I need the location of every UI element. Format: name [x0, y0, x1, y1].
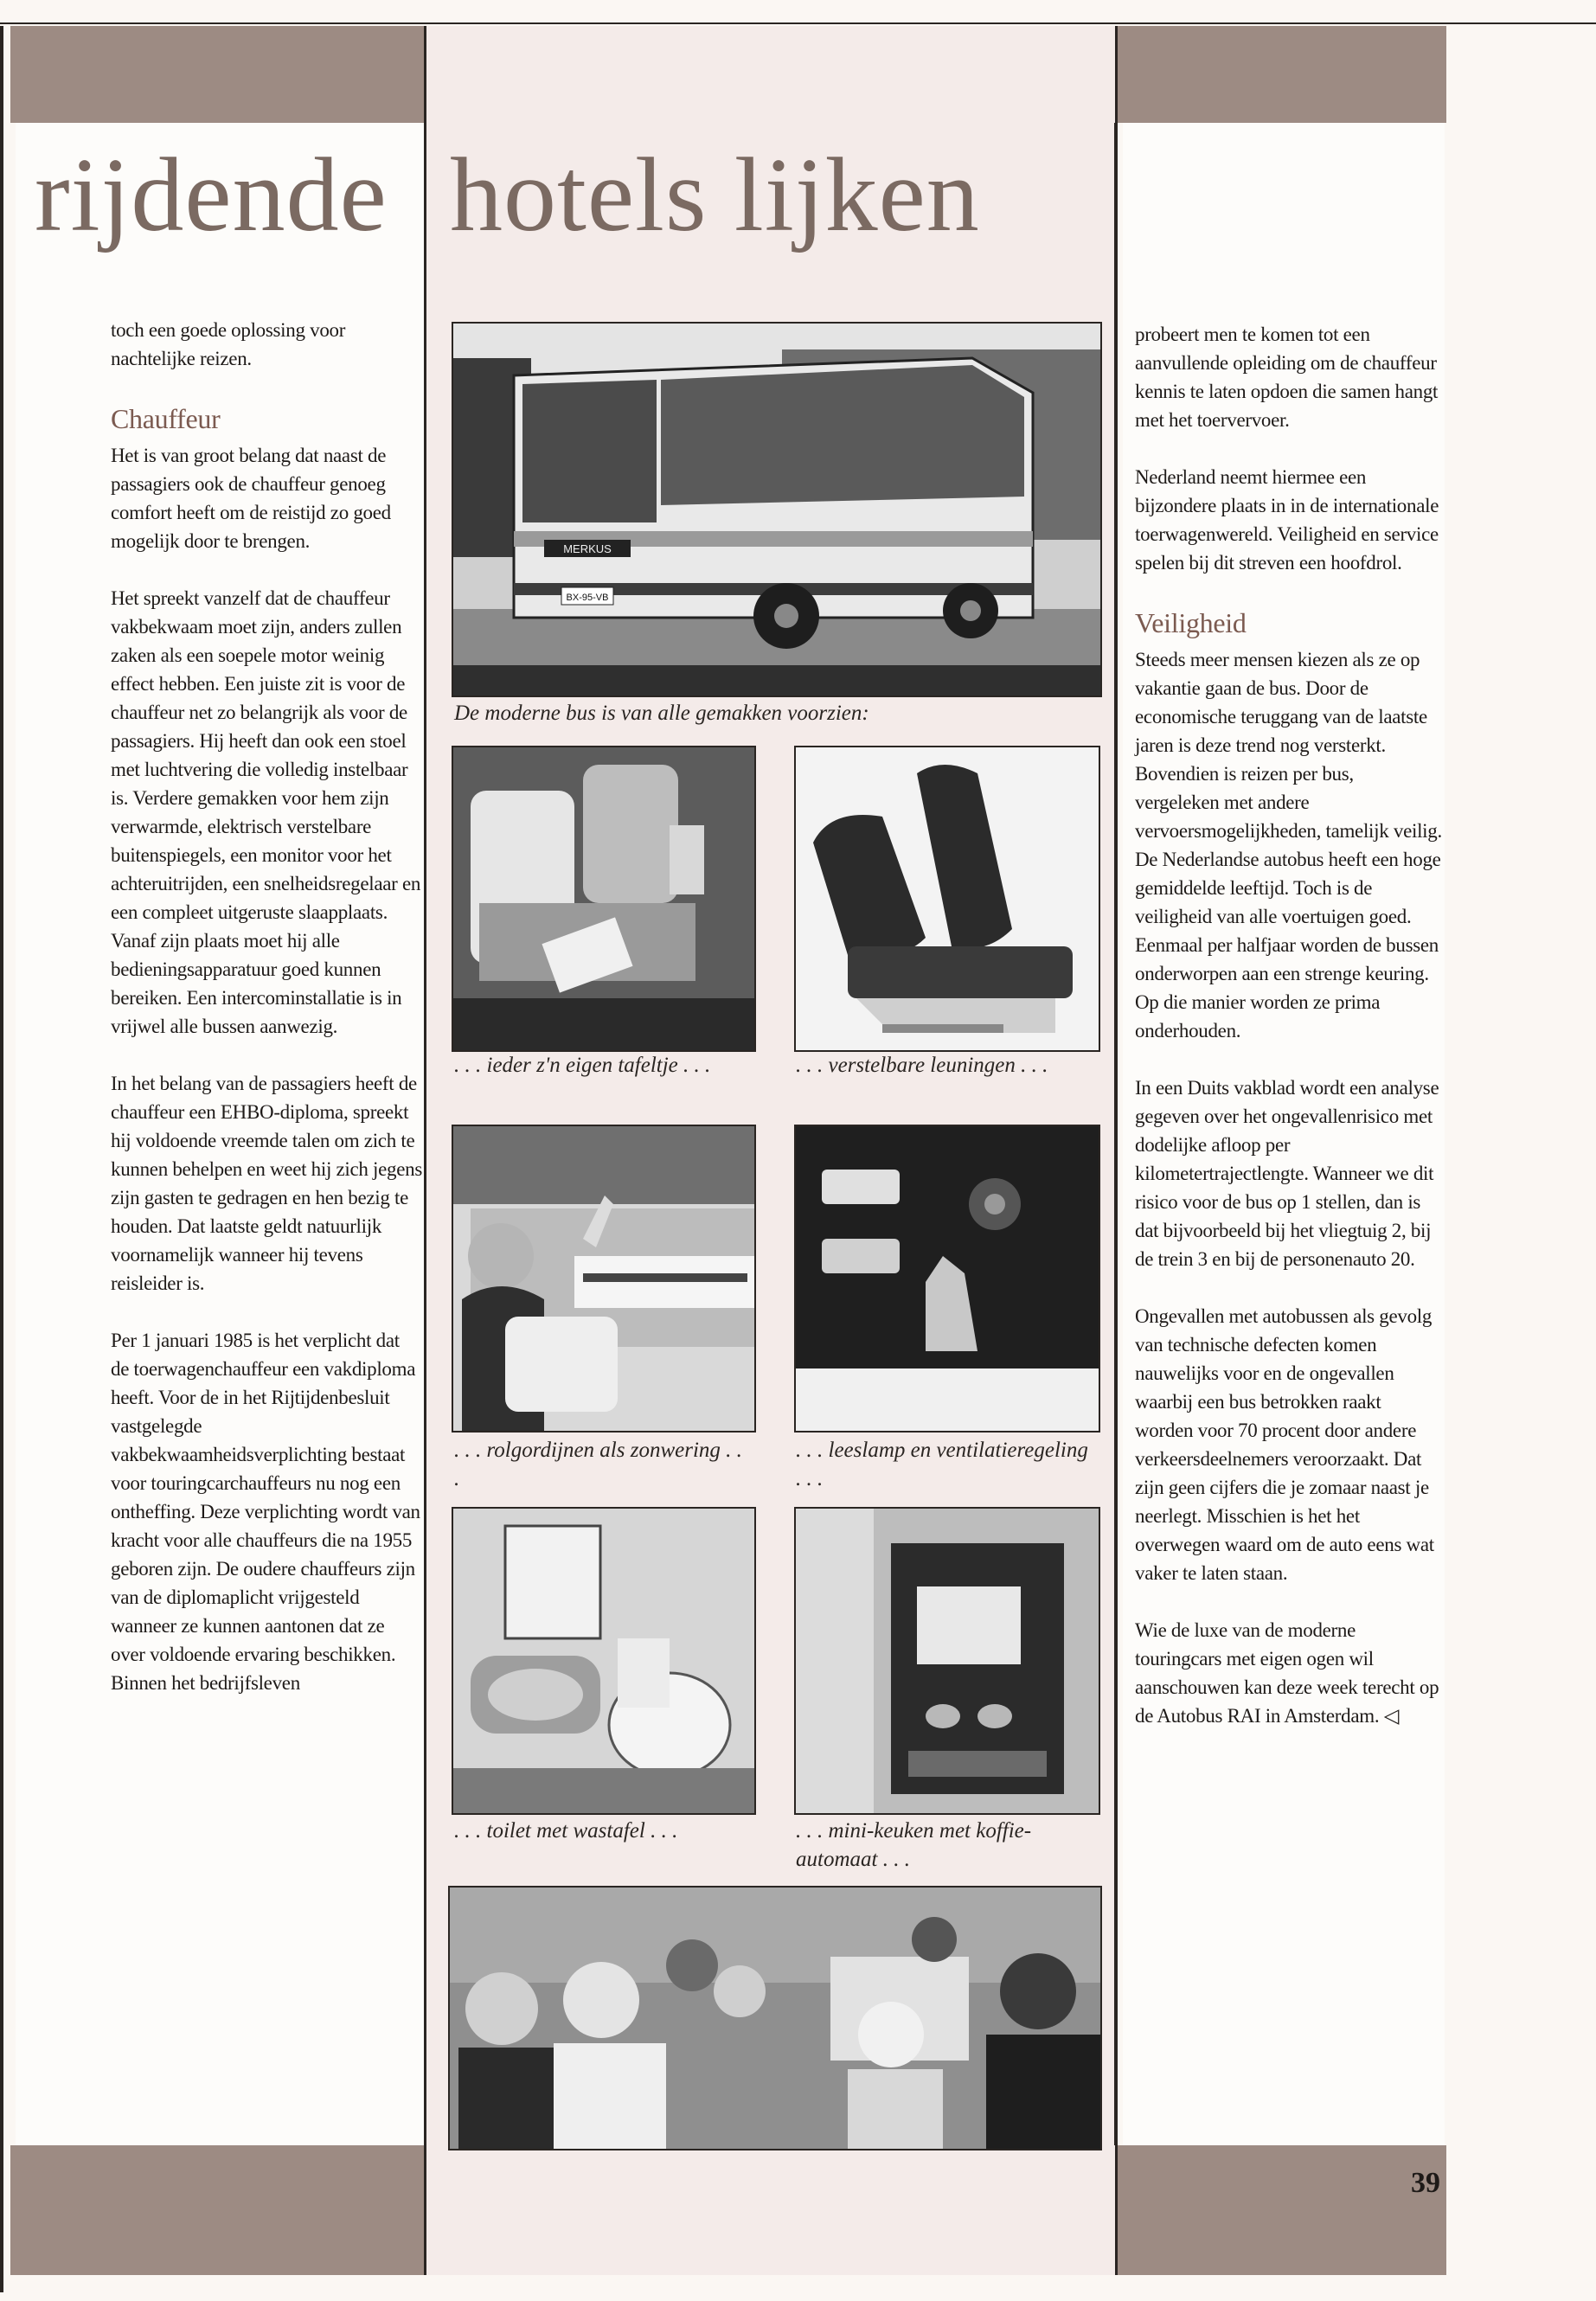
photo-tafeltje: [452, 746, 756, 1052]
caption-bus: De moderne bus is van alle gemakken voorzien:: [454, 702, 869, 725]
paragraph: Nederland neemt hiermee een bijzondere plaats in in de internationale toerwagenwereld. Veiligheid en service spelen bij dit streven een hoofdrol.: [1135, 466, 1439, 574]
paragraph: Steeds meer mensen kiezen als ze op vakantie gaan de bus. Door de economische teruggang van de laatste jaren is deze trend nog versterkt. Bovendien is reizen per bus, vergeleken met andere vervoersmogelijkheden, tamelijk veilig. De Nederlandse autobus heeft een hoge gemiddelde leeftijd. Toch is de veiligheid van alle voertuigen goed. Eenmaal per halfjaar worden de bussen onderworpen aan een strenge keuring. Op die manier worden ze prima onderhouden.: [1135, 649, 1442, 1042]
top-rule: [0, 22, 1596, 24]
headline-left: rijdende: [35, 137, 388, 253]
caption-toilet: . . . toilet met wastafel . . .: [454, 1819, 678, 1843]
paragraph: Per 1 januari 1985 is het verplicht dat de toerwagenchauffeur een vakdiploma heeft. Voor de in het Rijtijdenbesluit vastgelegde vakbekwaamheidsverplichting bestaat voor touringcarchauffeurs nu nog een ontheffing. Deze verplichting wordt van kracht voor alle chauffeurs die na 1955 geboren zijn. De oudere chauffeurs zijn van de diplomaplicht vrijgesteld wanneer ze kunnen aantonen dat ze over voldoende ervaring beschikken.: [111, 1330, 420, 1665]
caption-leuningen: . . . verstelbare leuningen . . .: [796, 1054, 1048, 1077]
left-column: [111, 316, 422, 1697]
heading-chauffeur: Chauffeur: [111, 403, 221, 434]
right-column: [1135, 320, 1442, 1759]
license-plate: BX-95-VB: [566, 593, 609, 603]
photo-passengers: [448, 1886, 1102, 2150]
headline-right: hotels lijken: [450, 137, 980, 253]
photo-zonwering: [452, 1125, 756, 1433]
caption-tafeltje: . . . ieder z'n eigen tafeltje . . .: [454, 1054, 711, 1077]
photo-keuken: [794, 1507, 1100, 1815]
photo-leeslamp: [794, 1125, 1100, 1433]
divider-right: [1114, 123, 1116, 2145]
paragraph: Wie de luxe van de moderne touringcars met eigen ogen wil aanschouwen kan deze week terecht op de Autobus RAI in Amsterdam. ◁: [1135, 1619, 1439, 1727]
caption-zonwering: . . . rolgordijnen als zonwering . . .: [454, 1439, 742, 1490]
intro-text: toch een goede oplossing voor nachtelijke reizen.: [111, 319, 346, 369]
paragraph: Het is van groot belang dat naast de passagiers ook de chauffeur genoeg comfort heeft om de reistijd zo goed mogelijk door te brengen.: [111, 445, 391, 552]
page-edge: [0, 26, 3, 2292]
paragraph: In een Duits vakblad wordt een analyse gegeven over het ongevallenrisico met dodelijke afloop per kilometertrajectlengte. Wanneer we dit risico voor de bus op 1 stellen, dan is dat bijvoorbeeld bij het vliegtuig 2, bij de trein 3 en bij de personenauto 20.: [1135, 1077, 1439, 1270]
bus-brand-label: MERKUS: [563, 542, 612, 555]
paragraph: Binnen het bedrijfsleven: [111, 1672, 300, 1694]
paragraph: Ongevallen met autobussen als gevolg van technische defecten komen nauwelijks voor en de ongevallen waarbij een bus betrokken raakt worden voor 70 procent door andere verkeersdeelnemers veroorzaakt. Dat zijn geen cijfers die je zomaar naast je neerlegt. Misschien is het het overwegen waard om de auto eens wat vaker te laten staan.: [1135, 1305, 1434, 1584]
caption-leeslamp: . . . leeslamp en ventilatieregeling . . .: [796, 1439, 1088, 1490]
page-number: 39: [1411, 2167, 1440, 2199]
paragraph: Het spreekt vanzelf dat de chauffeur vakbekwaam moet zijn, anders zullen zaken als een soepele motor weinig effect hebben. Een juiste zit is voor de chauffeur net zo belangrijk als voor de passagiers. Hij heeft dan ook een stoel met luchtvering die volledig instelbaar is. Verdere gemakken voor hem zijn verwarmde, elektrisch verstelbare buitenspiegels, een monitor voor het achteruitrijden, een snelheidsregelaar en een compleet uitgeruste slaapplaats. Vanaf zijn plaats moet hij alle bedieningsapparatuur goed kunnen bereiken. Een intercominstallatie is in vrijwel alle bussen aanwezig.: [111, 587, 421, 1037]
photo-toilet: [452, 1507, 756, 1815]
photo-leuningen: [794, 746, 1100, 1052]
paragraph: In het belang van de passagiers heeft de chauffeur een EHBO-diploma, spreekt hij voldoende vreemde talen om zich te kunnen behelpen en weet hij zich jegens zijn gasten te gedragen en hen bezig te houden. Dat laatste geldt natuurlijk voornamelijk wanneer hij tevens reisleider is.: [111, 1073, 422, 1294]
paragraph: probeert men te komen tot een aanvullende opleiding om de chauffeur kennis te laten opdoen die samen hangt met het toervervoer.: [1135, 324, 1439, 431]
heading-veiligheid: Veiligheid: [1135, 607, 1247, 638]
caption-keuken: . . . mini-keuken met koffie-automaat . . .: [796, 1819, 1032, 1871]
bus-photo: [452, 322, 1102, 697]
